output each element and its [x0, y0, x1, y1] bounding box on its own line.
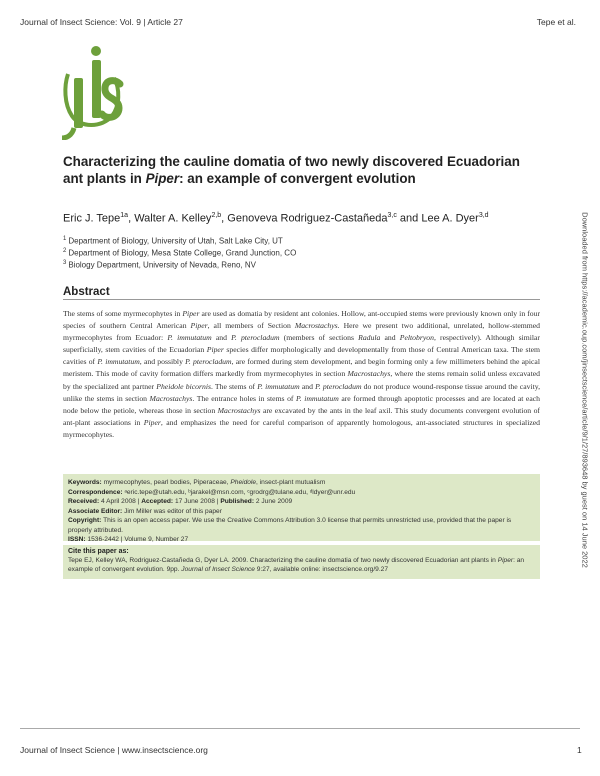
download-watermark: Downloaded from https://academic.oup.com/jinsectscience/article/9/1/27/893648 by guest on 14 June 2022	[580, 212, 590, 568]
footer-divider	[20, 728, 580, 729]
affiliation: $^3$ Biology Department, University of Nevada, Reno, NV	[63, 260, 256, 270]
abstract-heading: Abstract	[63, 286, 540, 300]
author-name: Walter A. Kelley	[134, 212, 212, 225]
article-title: Characterizing the cauline domatia of two newly discovered Ecuadorian ant plants in Piper: an example of convergent evolution	[63, 154, 520, 186]
footer-journal: Journal of Insect Science | www.insectscience.org	[20, 745, 208, 755]
author-name: Genoveva Rodriguez-Castañeda	[227, 212, 388, 225]
author-list: Eric J. Tepe$^{1a}$, Walter A. Kelley$^{2,b}$, Genoveva Rodriguez-Castañeda$^{3,c}$ and Lee A. Dyer$^{3,d}$	[63, 212, 489, 225]
affiliation: $^1$ Department of Biology, University of Utah, Salt Lake City, UT	[63, 236, 283, 246]
abstract-body: The stems of some myrmecophytes in Piper are used as domatia by resident ant colonies. Hollow, ant-occupied stems were previously known only in four species of southern Central American Piper, all members of Section Macrostachys. Here we present two additional, unrelated, hollow-stemmed myrmecophytes from Ecuador: P. immutatum and P. pterocladum (members of sections Radula and Peltobryon, respectively). Although similar superficially, stem cavities of the Ecuadorian Piper species differ morphologically and developmentally from those of Central American taxa. The stem cavities of P. immutatum, and possibly P. pterocladum, are formed during stem development, and begin forming only a few millimeters behind the apical meristem. This mode of cavity formation differs markedly from myrmecophytes in section Macrostachys, where the stems remain solid unless excavated by the specialized ant partner Pheidole bicornis. The stems of P. immutatum and P. pterocladum do not produce wound-response tissue around the cavity, unlike the stems in section Macrostachys. The entrance holes in stems of P. immutatum are formed through apoptotic processes and are located at each node below the petiole, whereas those in section Macrostachys are excavated by the ants in the leaf axil. This study documents convergent evolution of ant-plant associations in Piper, and emphasizes the need for careful comparison of apparently homologous, ant-associated structures in specialized myrmecophytes.	[63, 309, 541, 439]
citation-box	[63, 545, 540, 579]
author-name: Lee A. Dyer	[421, 212, 479, 225]
running-header-journal: Journal of Insect Science: Vol. 9 | Article 27	[20, 17, 183, 27]
affiliation: $^2$ Department of Biology, Mesa State College, Grand Junction, CO	[63, 248, 297, 258]
jis-logo	[62, 44, 124, 140]
citation-text: Tepe EJ, Kelley WA, Rodriguez-Castañeda G, Dyer LA. 2009. Characterizing the cauline domatia of two newly discovered Ecuadorian ant plants in Piper: an example of convergent evolution. 9pp. Journal of Insect Science 9:27, available online: insectscience.org/9.27	[68, 556, 525, 573]
author-name: Eric J. Tepe	[63, 212, 121, 225]
running-header-author: Tepe et al.	[536, 17, 576, 27]
page-number: 1	[577, 745, 582, 755]
article-metadata-box: Keywords: myrmecophytes, pearl bodies, Piperaceae, Pheidole, insect-plant mutualism Correspondence: ᵃeric.tepe@utah.edu, ᵇjarakel@msn.com, ᶜgrodrg@tulane.edu, ᵈldyer@unr.edu Received: 4 April 2008 | Accepted: 17 June 2008 | Published: 2 June 2009 Associate Editor: Jim Miller was editor of this paper Copyright: This is an open access paper. We use the Creative Commons Attribution 3.0 license that permits unrestricted use, provided that the paper is properly attributed. ISSN: 1536-2442 | Volume 9, Number 27	[63, 474, 540, 541]
citation-heading: Cite this paper as:	[68, 548, 129, 555]
